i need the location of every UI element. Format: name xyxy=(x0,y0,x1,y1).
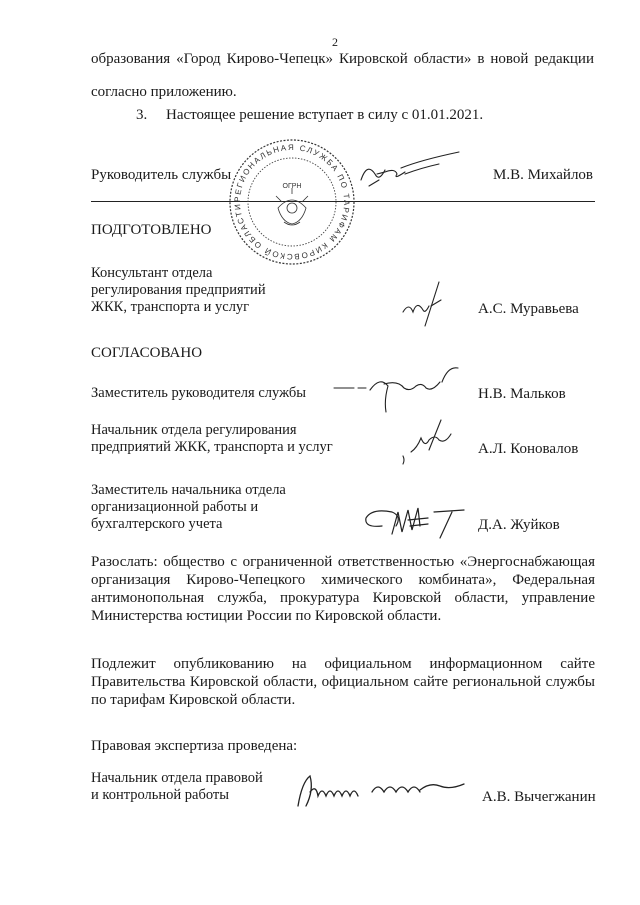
head-name: М.В. Михайлов xyxy=(493,167,594,183)
distribution-line: организация Кирово-Чепецкого химического комбината», Федеральная xyxy=(91,572,595,588)
item-3-text: Настоящее решение вступает в силу с 01.01.2021. xyxy=(166,107,484,123)
head-position: Руководитель службы xyxy=(91,167,232,183)
publication-line: по тарифам Кировской области. xyxy=(91,692,296,708)
signer-2-position: Начальник отдела регулирования предприятий ЖКК, транспорта и услуг xyxy=(91,422,333,455)
prepared-signature xyxy=(395,276,455,334)
stamp-inner-text: ОГРН xyxy=(282,183,302,190)
distribution-block xyxy=(91,553,595,625)
prepared-position: Консультант отдела регулирования предприятий ЖКК, транспорта и услуг xyxy=(91,265,266,315)
signer-2-signature xyxy=(395,412,465,472)
signer-1-position: Заместитель руководителя службы xyxy=(91,385,307,401)
signer-3-position: Заместитель начальника отдела организационной работы и бухгалтерского учета xyxy=(91,482,286,532)
distribution-line: Министерства юстиции России по Кировской области. xyxy=(91,608,442,624)
legal-signature xyxy=(290,770,470,812)
publication-line: Подлежит опубликованию на официальном информационном сайте xyxy=(91,656,595,672)
signer-2-name: А.Л. Коновалов xyxy=(478,441,579,457)
publication-line: Правительства Кировской области, официальном сайте региональной службы xyxy=(91,674,595,690)
item-3-number: 3. xyxy=(136,107,148,123)
official-stamp xyxy=(226,136,358,268)
prepared-heading: ПОДГОТОВЛЕНО xyxy=(91,222,212,238)
prepared-name: А.С. Муравьева xyxy=(478,301,579,317)
legal-position: Начальник отдела правовой и контрольной работы xyxy=(91,770,263,803)
distribution-line: Разослать: общество с ограниченной ответственностью «Энергоснабжающая xyxy=(91,554,595,570)
signer-1-name: Н.В. Мальков xyxy=(478,386,566,402)
signer-1-signature xyxy=(330,364,470,414)
page-number: 2 xyxy=(332,35,338,49)
legal-heading: Правовая экспертиза проведена: xyxy=(91,738,298,754)
distribution-line: антимонопольная служба, прокуратура Кировской области, управление xyxy=(91,590,595,606)
stamp-outer-text: РЕГИОНАЛЬНАЯ СЛУЖБА ПО ТАРИФАМ КИРОВСКОЙ ОБЛАСТИ xyxy=(232,142,352,262)
publication-block xyxy=(91,655,595,709)
signer-3-signature xyxy=(360,506,472,542)
agreed-heading: СОГЛАСОВАНО xyxy=(91,345,203,361)
legal-name: А.В. Вычегжанин xyxy=(482,789,596,805)
signer-3-name: Д.А. Жуйков xyxy=(478,517,560,533)
stamp-emblem xyxy=(276,188,308,225)
intro-line-1: образования «Город Кирово-Чепецк» Кировской области» в новой редакции xyxy=(91,51,594,67)
head-signature xyxy=(355,150,465,192)
intro-line-2: согласно приложению. xyxy=(91,84,237,100)
